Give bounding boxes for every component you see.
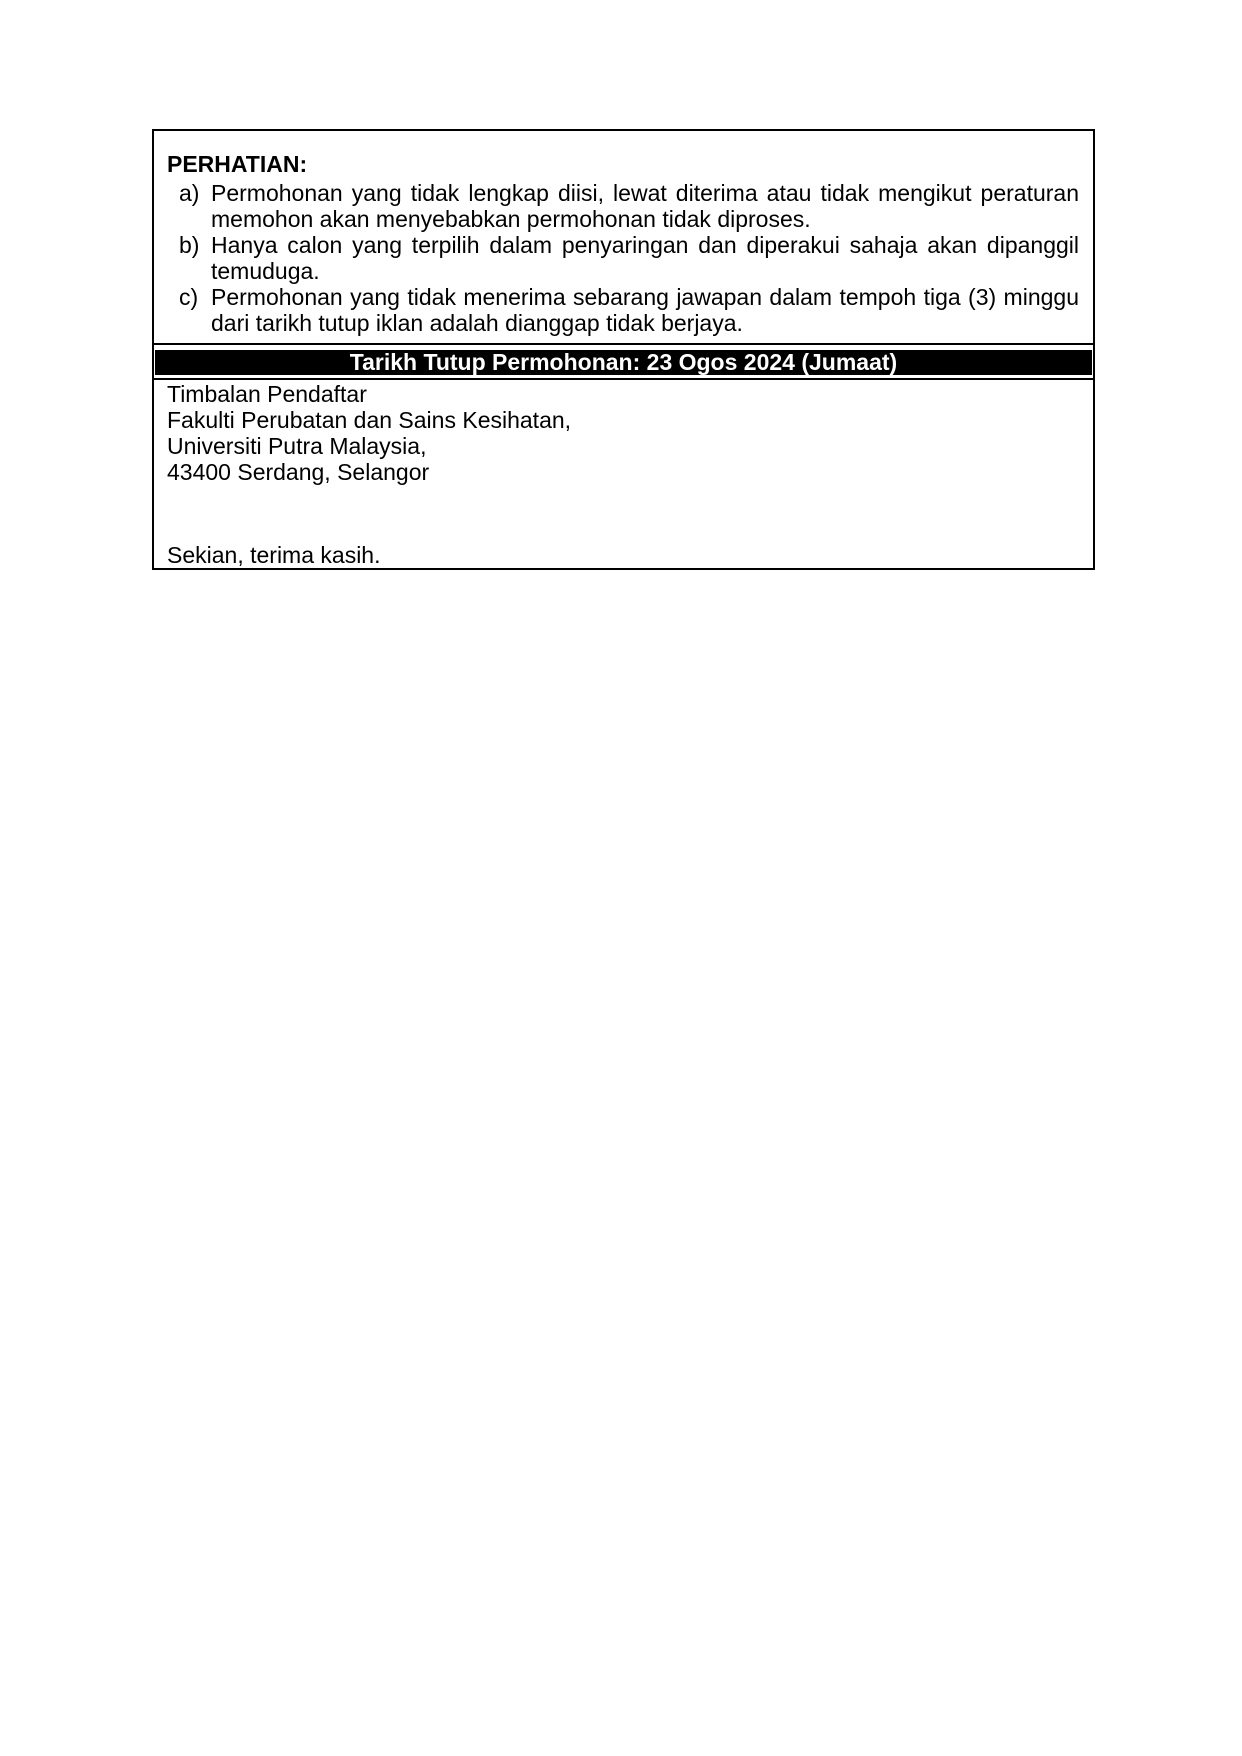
list-item-b [167,232,1079,284]
notice-box [152,129,1095,570]
list-item-c-text: Permohonan yang tidak menerima sebarang jawapan dalam tempoh tiga (3) minggu dari tarikh tutup iklan adalah dianggap tidak berjaya. [211,284,1079,336]
closing-salutation: Sekian, terima kasih. [167,542,381,568]
list-item-b-label: b) [179,232,200,258]
closing-date-banner-row [154,343,1093,380]
closing-date-banner: Tarikh Tutup Permohonan: 23 Ogos 2024 (Jumaat) [155,350,1092,375]
list-item-c-label: c) [179,284,199,310]
list-item-b-text: Hanya calon yang terpilih dalam penyaringan dan diperakui sahaja akan dipanggil temuduga. [211,232,1079,284]
list-item-a [167,180,1079,232]
list-item-a-text: Permohonan yang tidak lengkap diisi, lewat diterima atau tidak mengikut peraturan memohon akan menyebabkan permohonan tidak diproses. [211,180,1079,232]
signature-line-title: Timbalan Pendaftar [167,381,367,407]
attention-heading: PERHATIAN: [167,151,308,177]
signature-line-faculty: Fakulti Perubatan dan Sains Kesihatan, [167,407,572,433]
attention-list [167,180,1079,336]
signature-line-university: Universiti Putra Malaysia, [167,433,427,459]
notice-section-signature [154,380,1093,568]
list-item-c [167,284,1079,336]
list-item-a-label: a) [179,180,200,206]
notice-section-attention [154,131,1093,343]
signature-line-address: 43400 Serdang, Selangor [167,459,430,485]
blank-gap [167,485,1079,542]
